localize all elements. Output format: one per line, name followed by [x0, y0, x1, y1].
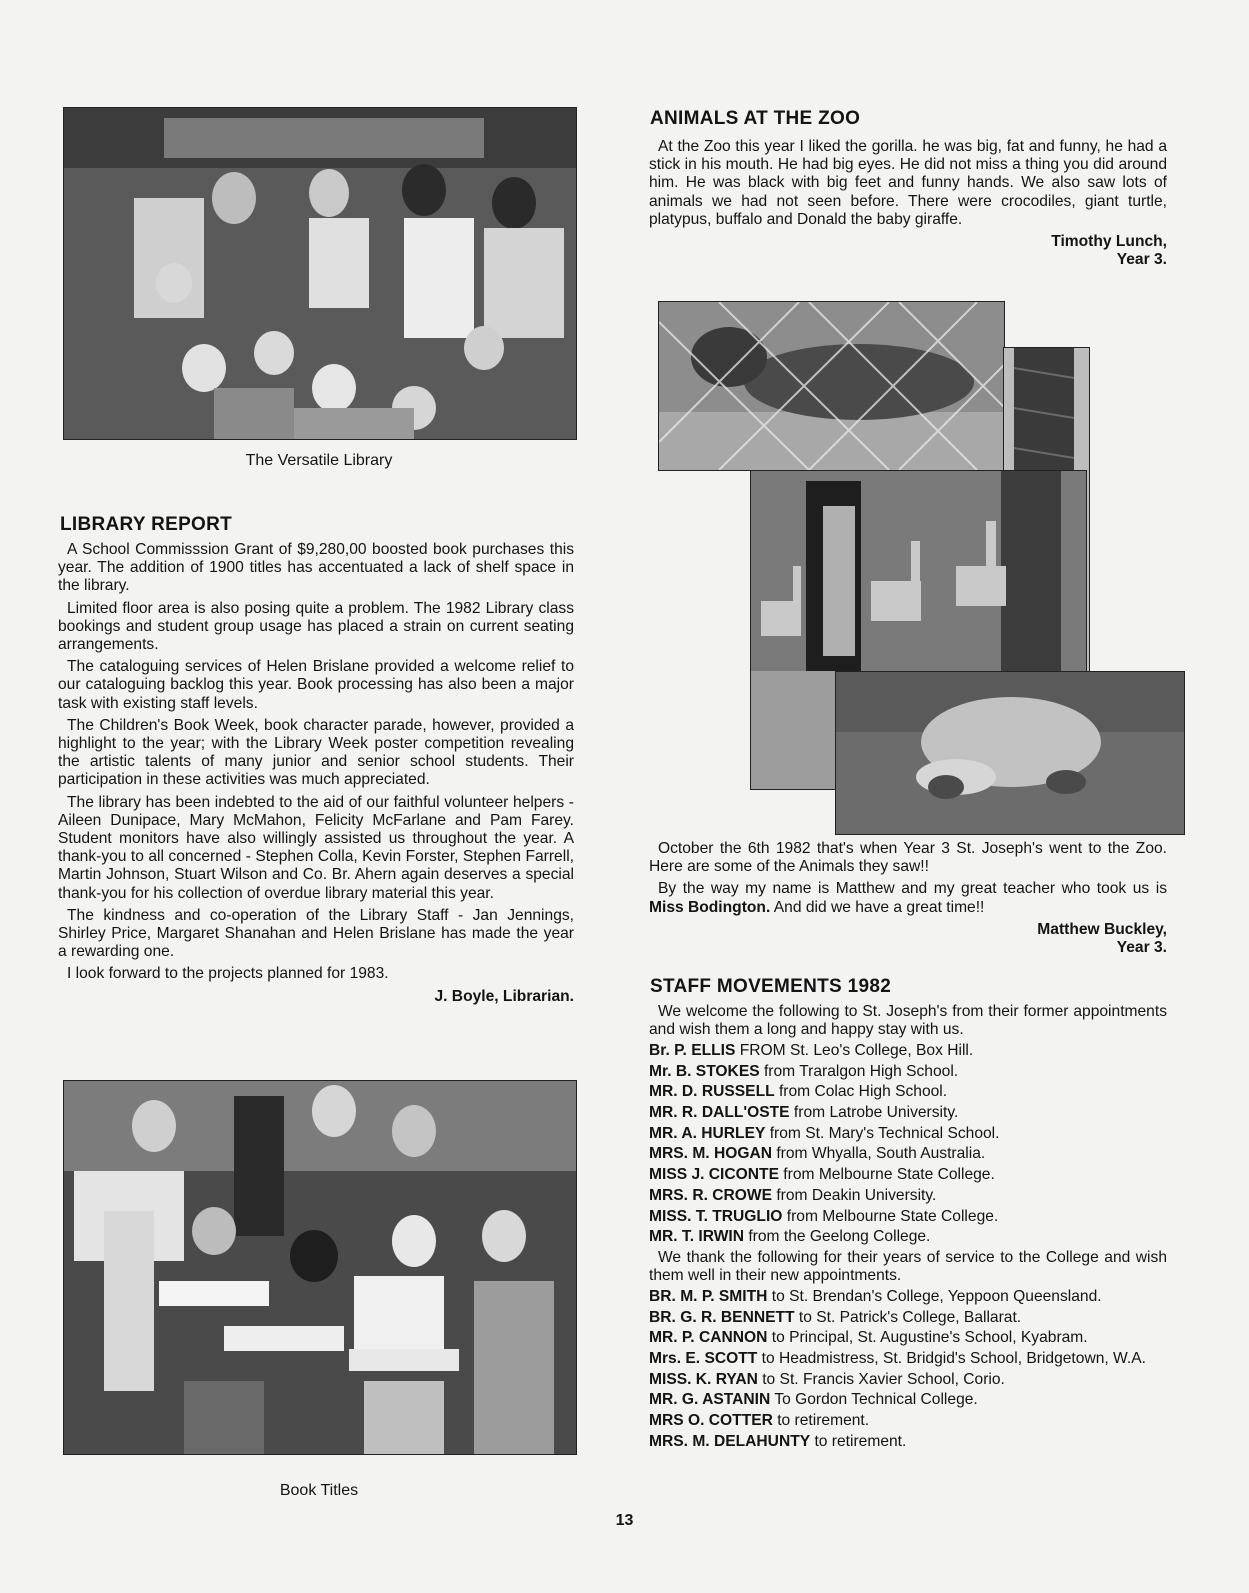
staff-name: MRS. M. DELAHUNTY — [649, 1432, 811, 1450]
staff-entry — [649, 1166, 1167, 1184]
staff-detail: To Gordon Technical College. — [770, 1391, 978, 1409]
staff-name: MR. P. CANNON — [649, 1329, 768, 1347]
staff-entry — [649, 1309, 1167, 1327]
library-paragraph: The library has been indebted to the aid of our faithful volunteer helpers - Aileen Dunipace, Mary McMahon, Felicity McFarlane and Pam Farey. Student monitors have also willingly assisted us throughout the year. A thank-you to all concerned - Stephen Colla, Kevin Forster, Stephen Farrell, Martin Johnson, Stuart Wilson and Co. Br. Ahern again deserves a special thank-you for his collection of overdue library material this year. — [58, 793, 574, 902]
staff-detail: from Deakin University. — [772, 1186, 937, 1204]
page-number: 13 — [615, 1512, 634, 1529]
staff-name: MR. D. RUSSELL — [649, 1083, 775, 1101]
staff-entry — [649, 1083, 1167, 1101]
tortoise-photo — [835, 671, 1185, 835]
staff-entry — [649, 1288, 1167, 1306]
staff-entry — [649, 1208, 1167, 1226]
staff-name: MRS. R. CROWE — [649, 1186, 773, 1204]
zoo-body — [649, 138, 1167, 273]
library-photo — [63, 107, 577, 440]
staff-entry — [649, 1329, 1167, 1347]
library-paragraph: The cataloguing services of Helen Brislane provided a welcome relief to our cataloguing backlog this year. Book processing has also been a major task with existing staff levels. — [58, 658, 574, 712]
staff-entry — [649, 1104, 1167, 1122]
staff-detail: to Principal, St. Augustine's School, Kyabram. — [767, 1329, 1088, 1347]
staff-name: Br. P. ELLIS — [649, 1041, 736, 1059]
staff-body — [649, 1003, 1167, 1453]
staff-name: MRS. M. HOGAN — [649, 1145, 773, 1163]
zoo-paragraph-2: October the 6th 1982 that's when Year 3 St. Joseph's went to the Zoo. Here are some of the Animals they saw!! — [649, 840, 1167, 876]
staff-entry — [649, 1042, 1167, 1060]
library-paragraph: A School Commisssion Grant of $9,280,00 boosted book purchases this year. The addition of 1900 titles has accentuated a lack of shelf space in the library. — [58, 541, 574, 595]
zoo-signature-year: Year 3. — [1116, 251, 1167, 269]
library-photo-caption: The Versatile Library — [245, 452, 393, 469]
staff-detail: to St. Brendan's College, Yeppoon Queensland. — [767, 1287, 1102, 1305]
library-report-heading: LIBRARY REPORT — [60, 514, 233, 535]
staff-name: MR. G. ASTANIN — [649, 1391, 771, 1409]
staff-entry — [649, 1433, 1167, 1451]
library-paragraph: The Children's Book Week, book character parade, however, provided a highlight to the year; with the Library Week poster competition revealing the artistic talents of many junior and senior school students. Their participation in these activities was much appreciated. — [58, 716, 574, 789]
library-paragraph: Limited floor area is also posing quite a problem. The 1982 Library class bookings and student group usage has placed a strain on current seating arrangements. — [58, 599, 574, 654]
staff-entry — [649, 1145, 1167, 1163]
staff-detail: to retirement. — [772, 1412, 870, 1430]
library-paragraph: I look forward to the projects planned for 1983. — [67, 965, 389, 983]
zoo-signature2-name: Matthew Buckley, — [1037, 920, 1167, 938]
staff-entry — [649, 1350, 1167, 1368]
staff-name: MRS O. COTTER — [649, 1412, 773, 1430]
library-report-body — [58, 541, 574, 1010]
staff-intro: We thank the following for their years of service to the College and wish them well in their new appointments. — [649, 1248, 1167, 1285]
staff-detail: from Latrobe University. — [789, 1104, 959, 1122]
staff-detail: from Melbourne State College. — [778, 1166, 995, 1184]
zoo-paragraph-3: By the way my name is Matthew and my great teacher who took us is Miss Bodington. And did we have a great time!! — [649, 880, 1167, 916]
library-paragraph: The kindness and co-operation of the Library Staff - Jan Jennings, Shirley Price, Margaret Shanahan and Helen Brislane has made the year a rewarding one. — [58, 906, 574, 961]
staff-name: Mrs. E. SCOTT — [649, 1349, 758, 1367]
staff-detail: from Whyalla, South Australia. — [772, 1145, 986, 1163]
staff-detail: from St. Mary's Technical School. — [765, 1124, 1000, 1142]
staff-detail: FROM St. Leo's College, Box Hill. — [735, 1041, 974, 1059]
staff-detail: to St. Patrick's College, Ballarat. — [794, 1308, 1022, 1326]
book-titles-caption: Book Titles — [279, 1482, 359, 1499]
library-signature: J. Boyle, Librarian. — [434, 987, 574, 1005]
staff-name: MISS. K. RYAN — [649, 1370, 758, 1388]
tiger-photo — [658, 301, 1005, 471]
staff-entry — [649, 1412, 1167, 1430]
staff-name: Mr. B. STOKES — [649, 1062, 760, 1080]
staff-heading: STAFF MOVEMENTS 1982 — [650, 976, 892, 997]
zoo-signature2-year: Year 3. — [1116, 939, 1167, 957]
staff-name: MISS J. CICONTE — [649, 1166, 779, 1184]
staff-detail: from Melbourne State College. — [782, 1207, 999, 1225]
zoo-body-2 — [649, 840, 1167, 961]
staff-detail: to retirement. — [810, 1432, 907, 1450]
zoo-paragraph: At the Zoo this year I liked the gorilla. he was big, fat and funny, he had a stick in his mouth. He had big eyes. He did not miss a thing you did around him. He was black with big feet and funny hands. We also saw lots of animals we had not seen before. There were crocodiles, giant turtle, platypus, buffalo and Donald the baby giraffe. — [649, 138, 1167, 228]
staff-entry — [649, 1063, 1167, 1081]
staff-detail: to St. Francis Xavier School, Corio. — [757, 1370, 1005, 1388]
staff-detail: to Headmistress, St. Bridgid's School, Bridgetown, W.A. — [757, 1349, 1146, 1367]
staff-entry — [649, 1187, 1167, 1205]
staff-name: MR. R. DALL'OSTE — [649, 1104, 790, 1122]
zoo-signature-name: Timothy Lunch, — [1051, 233, 1167, 251]
staff-detail: from Colac High School. — [774, 1083, 948, 1101]
staff-name: MR. A. HURLEY — [649, 1124, 766, 1142]
staff-detail: from Traralgon High School. — [759, 1062, 959, 1080]
staff-name: BR. G. R. BENNETT — [649, 1308, 795, 1326]
staff-entry — [649, 1371, 1167, 1389]
staff-name: BR. M. P. SMITH — [649, 1287, 768, 1305]
staff-entry — [649, 1228, 1167, 1246]
book-titles-photo — [63, 1080, 577, 1455]
staff-intro: We welcome the following to St. Joseph's from their former appointments and wish them a long and happy stay with us. — [649, 1003, 1167, 1039]
staff-detail: from the Geelong College. — [744, 1228, 931, 1246]
zoo-heading: ANIMALS AT THE ZOO — [650, 108, 861, 129]
staff-entry — [649, 1391, 1167, 1409]
staff-name: MR. T. IRWIN — [649, 1228, 745, 1246]
staff-entry — [649, 1125, 1167, 1143]
staff-name: MISS. T. TRUGLIO — [649, 1207, 783, 1225]
